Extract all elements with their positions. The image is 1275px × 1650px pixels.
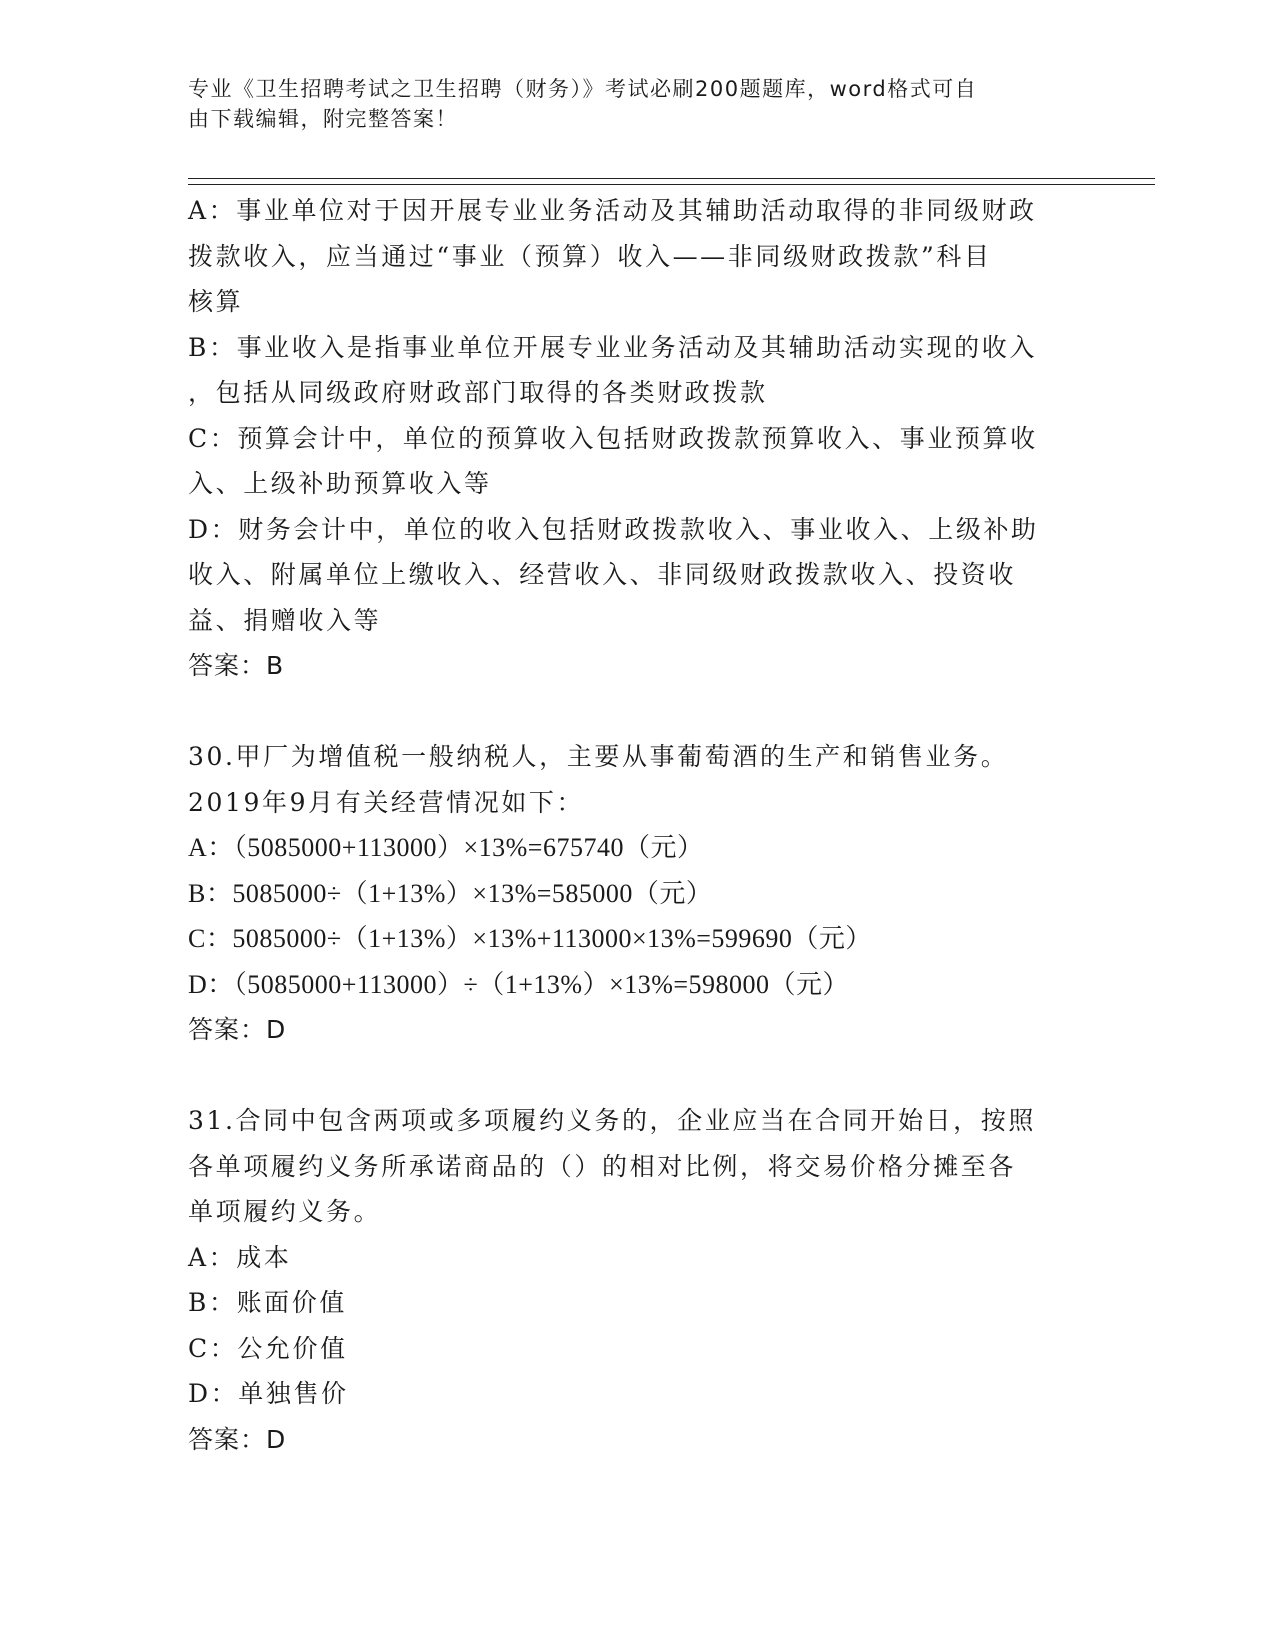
option-text-line: 益、捐赠收入等 (188, 605, 382, 635)
option-text-line: D：财务会计中，单位的收入包括财政拨款收入、事业收入、上级补助 (188, 514, 1039, 544)
question-30 (188, 734, 1088, 1053)
option-d: D：（5085000+113000）÷（1+13%）×13%=598000（元） (188, 969, 850, 999)
option-text-line: 入、上级补助预算收入等 (188, 469, 492, 498)
option-c (188, 416, 1088, 507)
option-a (188, 188, 1088, 325)
option-text-line: 收入、附属单位上缴收入、经营收入、非同级财政拨款收入、投资收 (188, 560, 1017, 589)
header-title-line-1: 专业《卫生招聘考试之卫生招聘（财务）》考试必刷200题题库，word格式可自 (188, 77, 978, 101)
option-text-line: 拨款收入，应当通过“事业（预算）收入——非同级财政拨款”科目 (188, 241, 992, 271)
option-b: B：5085000÷（1+13%）×13%=585000（元） (188, 878, 713, 908)
option-text-line: A：事业单位对于因开展专业业务活动及其辅助活动取得的非同级财政 (188, 196, 1037, 225)
option-d (188, 507, 1088, 644)
question-stem-line: 单项履约义务。 (188, 1197, 382, 1226)
option-d: D：单独售价 (188, 1379, 349, 1408)
question-29 (188, 188, 1088, 689)
question-stem-line: 各单项履约义务所承诺商品的（）的相对比例，将交易价格分摊至各 (188, 1151, 1017, 1181)
option-c: C：5085000÷（1+13%）×13%+113000×13%=599690（元） (188, 924, 872, 953)
option-b: B：账面价值 (188, 1288, 347, 1317)
answer-label: 答案：D (188, 1015, 287, 1044)
answer-label: 答案：D (188, 1424, 287, 1454)
option-text-line: 核算 (188, 287, 244, 316)
option-text-line: C：预算会计中，单位的预算收入包括财政拨款预算收入、事业预算收 (188, 423, 1038, 453)
header-divider (188, 178, 1155, 185)
question-stem-line: 30.甲厂为增值税一般纳税人，主要从事葡萄酒的生产和销售业务。 (188, 742, 1009, 771)
header-title-line-2: 由下载编辑，附完整答案！ (188, 107, 458, 131)
option-c: C：公允价值 (188, 1333, 348, 1363)
option-a: A：（5085000+113000）×13%=675740（元） (188, 833, 704, 862)
option-text-line: ，包括从同级政府财政部门取得的各类财政拨款 (188, 378, 768, 407)
spacer (188, 689, 1088, 735)
question-31 (188, 1098, 1088, 1462)
spacer (188, 1053, 1088, 1099)
option-b (188, 325, 1088, 416)
option-a: A：成本 (188, 1242, 292, 1272)
answer-label: 答案：B (188, 651, 285, 680)
question-stem-line: 31.合同中包含两项或多项履约义务的，企业应当在合同开始日，按照 (188, 1106, 1036, 1135)
option-text-line: B：事业收入是指事业单位开展专业业务活动及其辅助活动实现的收入 (188, 332, 1037, 362)
page-header (188, 74, 1068, 134)
question-stem-line: 2019年9月有关经营情况如下： (188, 787, 585, 817)
question-content (188, 188, 1088, 1462)
